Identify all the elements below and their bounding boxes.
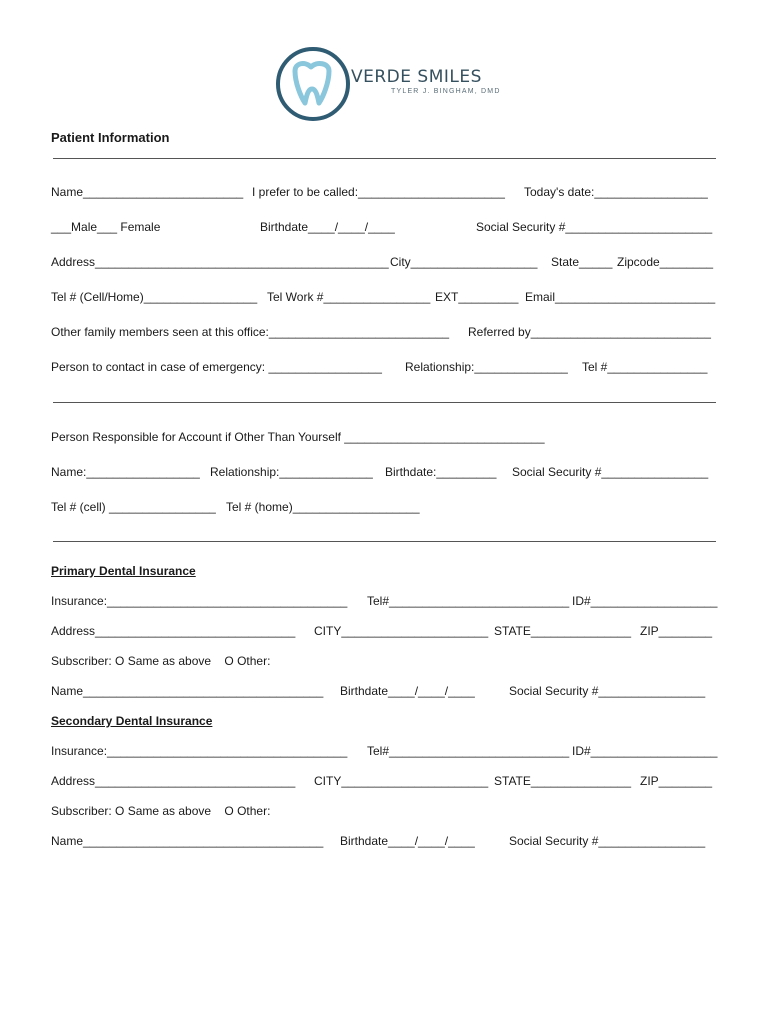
logo-subtitle: TYLER J. BINGHAM, DMD [391,88,501,95]
secondary-insurance-heading: Secondary Dental Insurance [51,714,213,728]
primary-id-field[interactable]: ID#___________________ [572,594,718,608]
referred-by-field[interactable]: Referred by___________________________ [468,325,711,339]
primary-zip-field[interactable]: ZIP________ [640,624,713,638]
primary-tel-field[interactable]: Tel#___________________________ [367,594,570,608]
state-field[interactable]: State_____ [551,255,613,269]
responsible-title[interactable]: Person Responsible for Account if Other Than Yourself ______________________________ [51,430,545,444]
primary-ssn-field[interactable]: Social Security #________________ [509,684,706,698]
logo-name: VERDE SMILES [351,67,482,87]
primary-subscriber-name-field[interactable]: Name____________________________________ [51,684,324,698]
secondary-tel-field[interactable]: Tel#___________________________ [367,744,570,758]
primary-city-field[interactable]: CITY______________________ [314,624,489,638]
responsible-tel-cell-field[interactable]: Tel # (cell) ________________ [51,500,216,514]
tooth-logo-icon [275,45,351,123]
responsible-birthdate-field[interactable]: Birthdate:_________ [385,465,497,479]
responsible-name-field[interactable]: Name:_________________ [51,465,200,479]
primary-insurance-heading: Primary Dental Insurance [51,564,196,578]
primary-insurance-field[interactable]: Insurance:____________________________________ [51,594,348,608]
secondary-subscriber-name-field[interactable]: Name____________________________________ [51,834,324,848]
preferred-name-field[interactable]: I prefer to be called:______________________ [252,185,505,199]
primary-subscriber[interactable]: Subscriber: O Same as above O Other: [51,654,271,668]
responsible-row-phone [51,500,718,542]
secondary-birthdate-field[interactable]: Birthdate____/____/____ [340,834,475,848]
patient-info-title: Patient Information [51,130,170,145]
primary-insurance-title [51,563,196,578]
secondary-row-subscriber-name [51,834,718,890]
emergency-contact-field[interactable]: Person to contact in case of emergency: _________________ [51,360,382,374]
birthdate-field[interactable]: Birthdate____/____/____ [260,220,395,234]
primary-row-subscriber-name [51,684,718,740]
divider [53,541,716,542]
ssn-field[interactable]: Social Security #______________________ [476,220,713,234]
divider [53,158,716,159]
todays-date-field[interactable]: Today's date:_________________ [524,185,708,199]
emergency-tel-field[interactable]: Tel #_______________ [582,360,708,374]
name-field[interactable]: Name________________________ [51,185,244,199]
patient-row-emergency [51,360,718,416]
primary-birthdate-field[interactable]: Birthdate____/____/____ [340,684,475,698]
responsible-tel-home-field[interactable]: Tel # (home)___________________ [226,500,420,514]
emergency-relationship-field[interactable]: Relationship:______________ [405,360,568,374]
divider [53,402,716,403]
secondary-ssn-field[interactable]: Social Security #________________ [509,834,706,848]
responsible-relationship-field[interactable]: Relationship:______________ [210,465,373,479]
zipcode-field[interactable]: Zipcode________ [617,255,714,269]
address-field[interactable]: Address____________________________________________ [51,255,389,269]
verde-smiles-logo [275,45,501,123]
primary-state-field[interactable]: STATE_______________ [494,624,631,638]
tel-cell-home-field[interactable]: Tel # (Cell/Home)_________________ [51,290,258,304]
email-field[interactable]: Email________________________ [525,290,716,304]
responsible-ssn-field[interactable]: Social Security #________________ [512,465,709,479]
gender-field[interactable]: ___Male___ Female [51,220,161,234]
secondary-state-field[interactable]: STATE_______________ [494,774,631,788]
secondary-insurance-field[interactable]: Insurance:____________________________________ [51,744,348,758]
secondary-insurance-title [51,713,212,728]
city-field[interactable]: City___________________ [390,255,538,269]
ext-field[interactable]: EXT_________ [435,290,519,304]
secondary-city-field[interactable]: CITY______________________ [314,774,489,788]
secondary-zip-field[interactable]: ZIP________ [640,774,713,788]
secondary-subscriber[interactable]: Subscriber: O Same as above O Other: [51,804,271,818]
family-members-field[interactable]: Other family members seen at this office:___________________________ [51,325,450,339]
primary-address-field[interactable]: Address______________________________ [51,624,296,638]
secondary-id-field[interactable]: ID#___________________ [572,744,718,758]
secondary-address-field[interactable]: Address______________________________ [51,774,296,788]
tel-work-field[interactable]: Tel Work #________________ [267,290,431,304]
